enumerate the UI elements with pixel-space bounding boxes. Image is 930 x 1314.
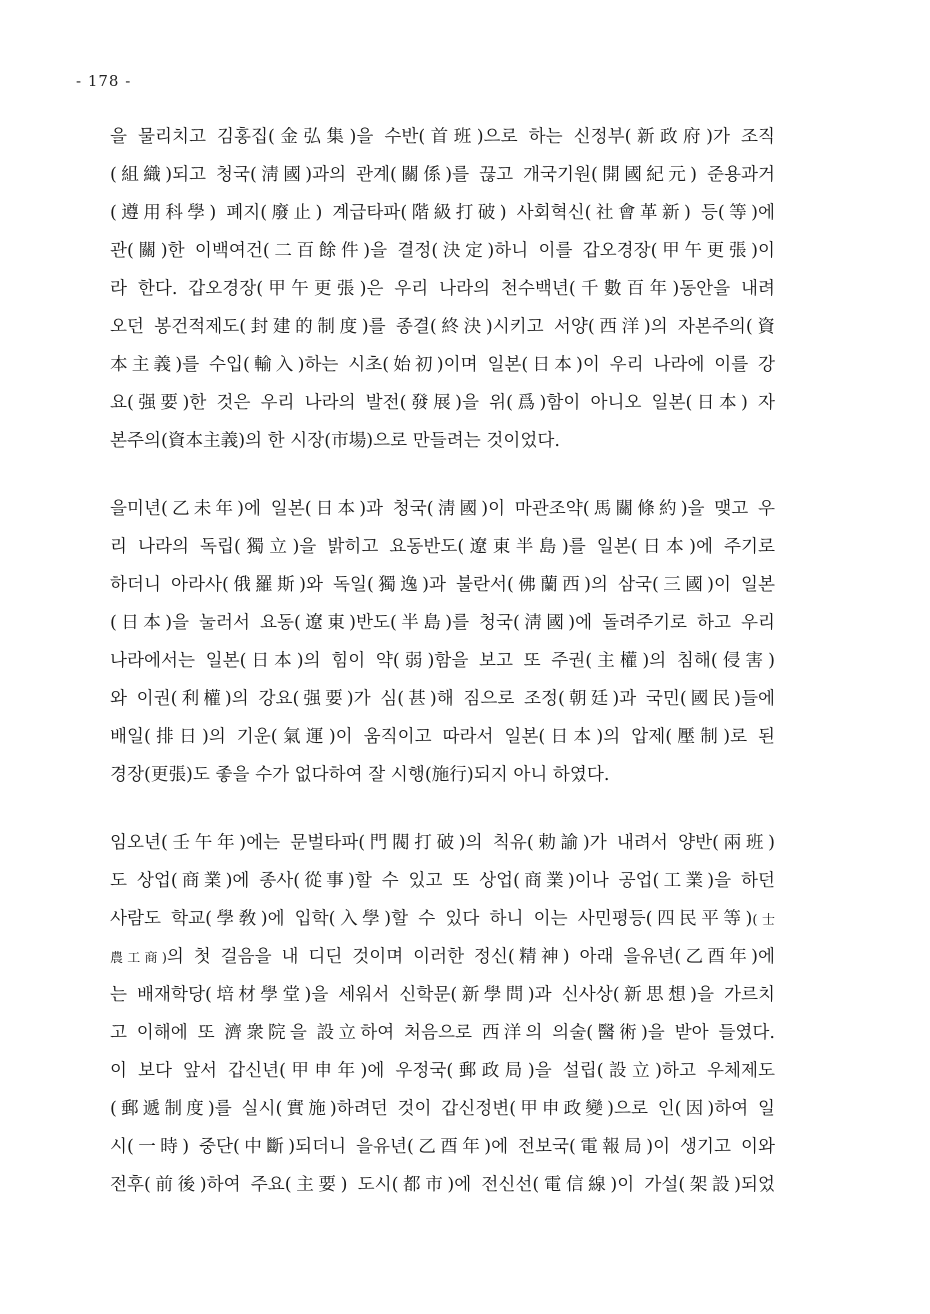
text-line: 리 나라의 독립(獨立)을 밝히고 요동반도(遼東半島)를 일본(日本)에 주기로: [110, 537, 775, 557]
text-line: 나라에서는 일본(日本)의 힘이 약(弱)함을 보고 또 주권(主權)의 침해(侵害): [110, 651, 775, 671]
text-line: 도 상업(商業)에 종사(從事)할 수 있고 또 상업(商業)이나 공업(工業)을 하던: [110, 871, 775, 891]
text-line: 이 보다 앞서 갑신년(甲申年)에 우정국(郵政局)을 설립(設立)하고 우체제도: [110, 1061, 775, 1081]
text-line-with-small-tail: [110, 900, 775, 938]
small-inline-text: 農工商): [110, 951, 167, 966]
text-line: 본주의(資本主義)의 한 시장(市場)으로 만들려는 것이었다.: [110, 431, 560, 451]
paragraph-3: [110, 824, 775, 1204]
text-line: 경장(更張)도 좋을 수가 없다하여 잘 시행(施行)되지 아니 하였다.: [110, 765, 610, 785]
text-line: 시(一時) 중단(中斷)되더니 을유년(乙酉年)에 전보국(電報局)이 생기고 이와: [110, 1137, 775, 1157]
text-line: 관(關)한 이백여건(二百餘件)을 결정(決定)하니 이를 갑오경장(甲午更張)이: [110, 241, 775, 261]
text-line: (遵用科學) 폐지(廢止) 계급타파(階級打破) 사회혁신(社會革新) 등(等)에: [110, 203, 775, 223]
text-line-main: 의 첫 걸음을 내 디딘 것이며 이러한 정신(精神) 아래 을유년(乙酉年)에: [166, 947, 775, 967]
text-line: 라 한다. 갑오경장(甲午更張)은 우리 나라의 천수백년(千數百年)동안을 내려: [110, 279, 775, 299]
text-line: (日本)을 눌러서 요동(遼東)반도(半島)를 청국(淸國)에 돌려주기로 하고 우리: [110, 613, 775, 633]
text-line: 배일(排日)의 기운(氣運)이 움직이고 따라서 일본(日本)의 압제(壓制)로 된: [110, 727, 775, 747]
text-line: 고 이해에 또 濟衆院을 設立하여 처음으로 西洋의 의술(醫術)을 받아 들였다.: [110, 1023, 775, 1043]
text-line: 요(强要)한 것은 우리 나라의 발전(發展)을 위(爲)함이 아니오 일본(日本) 자: [110, 393, 775, 413]
text-line: 는 배재학당(培材學堂)을 세워서 신학문(新學問)과 신사상(新思想)을 가르치: [110, 985, 775, 1005]
text-line-main: 사람도 학교(學敎)에 입학(入學)할 수 있다 하니 이는 사민평등(四民平等): [110, 909, 753, 929]
text-line: (組織)되고 청국(淸國)과의 관계(關係)를 끊고 개국기원(開國紀元) 준용과거: [110, 165, 775, 185]
text-line: 을미년(乙未年)에 일본(日本)과 청국(淸國)이 마관조약(馬關條約)을 맺고 우: [110, 499, 775, 519]
text-line: 하더니 아라사(俄羅斯)와 독일(獨逸)과 불란서(佛蘭西)의 삼국(三國)이 일본: [110, 575, 775, 595]
small-inline-text: (士: [752, 913, 775, 928]
text-line: (郵遞制度)를 실시(實施)하려던 것이 갑신정변(甲申政變)으로 인(因)하여 일: [110, 1099, 775, 1119]
text-line: 전후(前後)하여 주요(主要) 도시(都市)에 전신선(電信線)이 가설(架設)되었: [110, 1175, 775, 1195]
text-line: 임오년(壬午年)에는 문벌타파(門閥打破)의 칙유(勅諭)가 내려서 양반(兩班): [110, 833, 775, 853]
text-line-with-small-head: [110, 938, 775, 976]
text-line: 本主義)를 수입(輸入)하는 시초(始初)이며 일본(日本)이 우리 나라에 이를 강: [110, 355, 775, 375]
text-line: 오던 봉건적제도(封建的制度)를 종결(終決)시키고 서양(西洋)의 자본주의(資: [110, 317, 775, 337]
text-line: 와 이권(利權)의 강요(强要)가 심(甚)해 짐으로 조정(朝廷)과 국민(國民)들에: [110, 689, 775, 709]
text-line: 을 물리치고 김홍집(金弘集)을 수반(首班)으로 하는 신정부(新政府)가 조직: [110, 127, 775, 147]
page-number: - 178 -: [76, 72, 132, 90]
paragraph-1: [110, 118, 775, 460]
paragraph-2: [110, 490, 775, 794]
